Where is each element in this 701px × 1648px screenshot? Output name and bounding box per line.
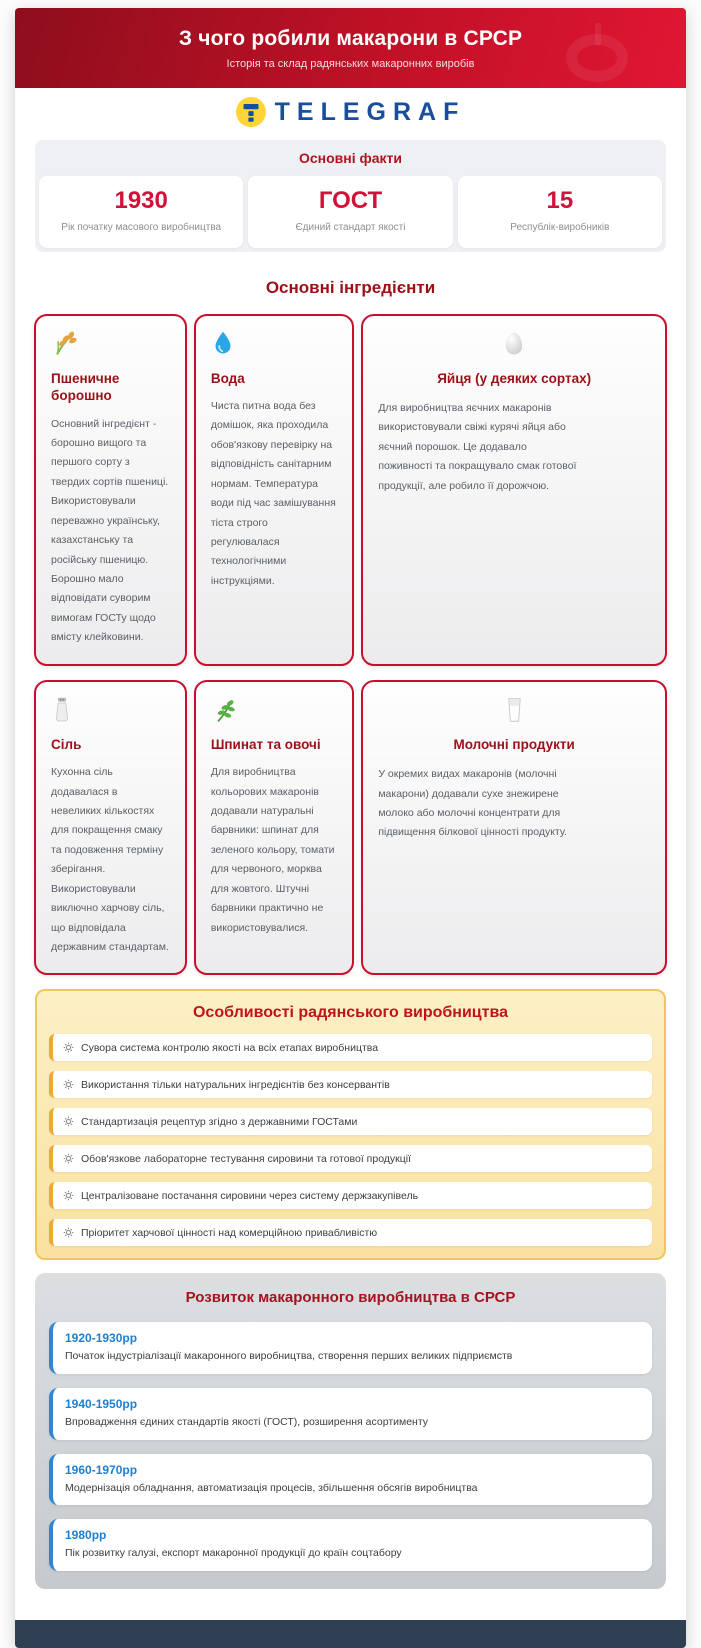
timeline-item [49,1519,652,1571]
ingredient-text: Кухонна сіль додавалася в невеликих кількостях для покращення смаку та подовження терміну зберігання. Використовували виключно харчову сіль, що відповідала державним стандартам. [51,766,169,953]
salt-shaker-icon [51,696,170,726]
water-drop-icon [211,330,337,360]
ingredient-card-flour [34,314,187,666]
egg-icon [378,330,650,360]
infographic-page [15,8,686,1648]
facts-heading: Основні факти [298,150,403,166]
stat-value: ГОСТ [318,187,383,214]
ingredient-title: Шпинат та овочі [210,736,321,752]
feature-text: Обов'язкове лабораторне тестування сировини та готової продукції [81,1152,412,1165]
feature-text: Використання тільки натуральних інгредієнтів без консервантів [81,1078,390,1091]
gear-icon [63,1116,74,1127]
stat-label: Республік-виробників [510,222,610,233]
ingredient-text: Чиста питна вода без домішок, яка проходила обов'язкову перевірку на відповідність санітарним нормам. Температура води під час замішування тіста строго регулювалася технологічними інструкціями. [210,400,336,587]
ingredient-text: Для виробництва кольорових макаронів додавали натуральні барвники: шпинат для зеленого кольору, томати для червоного, морква для жовтого. Штучні барвники практично не використовувалися. [210,766,335,934]
timeline-period: 1980рр [65,1528,107,1543]
header [15,8,686,88]
ingredient-title: Молочні продукти [453,736,575,752]
ingredient-card-spinach [194,680,354,976]
pasta-plate-watermark-icon [566,34,628,82]
timeline-section [35,1273,666,1589]
stat-label: Єдиний стандарт якості [295,222,406,233]
timeline-item [49,1388,652,1440]
ingredient-title: Пшеничне борошно [51,370,120,404]
page-subtitle: Історія та склад радянських макаронних виробів [226,57,475,70]
ingredient-text: Для виробництва яєчних макаронів використовували свіжі курячі яйця або яєчний порошок. Це додавало поживності та покращувало смак готової продукції, але робило її дорожчою. [378,402,577,492]
timeline-item [49,1454,652,1506]
feature-item [49,1034,652,1061]
timeline-item [49,1322,652,1374]
timeline-text: Пік розвитку галузі, експорт макаронної продукції до країн соцтабору [65,1547,402,1560]
stat-card [458,176,662,248]
brand-band [15,88,686,136]
features-heading: Особливості радянського виробництва [192,1004,508,1022]
ingredients-row-1 [34,314,667,666]
feature-item [49,1182,652,1209]
timeline-text: Початок індустріалізації макаронного виробництва, створення перших великих підприємств [65,1350,513,1363]
herb-icon [211,696,337,726]
timeline-text: Впровадження єдиних стандартів якості (ГОСТ), розширення асортименту [65,1416,429,1429]
ingredient-card-eggs [361,314,667,666]
feature-text: Сувора система контролю якості на всіх етапах виробництва [81,1041,379,1054]
gear-icon [63,1153,74,1164]
ingredient-title: Яйця (у деяких сортах) [437,370,592,386]
milk-glass-icon [378,696,650,726]
feature-item [49,1219,652,1246]
ingredients-heading: Основні інгредієнти [265,277,436,297]
ingredient-text: У окремих видах макаронів (молочні макарони) додавали сухе знежирене молоко або молочні концентрати для підвищення білкової цінності продукту. [378,768,567,839]
feature-text: Стандартизація рецептур згідно з державними ГОСТами [81,1115,358,1128]
stat-value: 15 [546,187,574,214]
gear-icon [63,1227,74,1238]
footer-bar [15,1620,686,1648]
feature-text: Пріоритет харчової цінності над комерційною привабливістю [81,1226,378,1239]
wheat-icon [51,330,170,360]
feature-item [49,1071,652,1098]
gear-icon [63,1190,74,1201]
stat-value: 1930 [114,187,168,214]
timeline-heading: Розвиток макаронного виробництва в СРСР [185,1289,516,1307]
stat-card [39,176,243,248]
feature-item [49,1145,652,1172]
facts-row [39,176,662,248]
ingredient-title: Сіль [51,736,82,752]
ingredient-card-water [194,314,354,666]
page-title: З чого робили макарони в СРСР [178,26,523,50]
gear-icon [63,1079,74,1090]
ingredient-card-salt [34,680,187,976]
ingredient-title: Вода [210,370,245,386]
gear-icon [63,1042,74,1053]
ingredient-text: Основний інгредієнт - борошно вищого та першого сорту з твердих сортів пшениці. Використовували переважно українську, казахстанську та російську пшеницю. Борошно мало відповідати суворим вимогам ГОСТу щодо вмісту клейковини. [51,417,169,644]
stat-label: Рік початку масового виробництва [61,222,222,233]
facts-section [35,140,666,252]
ingredients-row-2 [34,680,667,976]
timeline-text: Модернізація обладнання, автоматизація процесів, збільшення обсягів виробництва [65,1481,478,1494]
stat-card [248,176,452,248]
brand-wordmark: TELEGRAF [274,97,466,126]
timeline-period: 1940-1950рр [65,1397,138,1412]
features-section [35,989,666,1260]
feature-text: Централізоване постачання сировини через систему держзакупівель [81,1189,419,1202]
telegraf-logo-icon [236,97,266,127]
timeline-period: 1920-1930рр [65,1331,138,1346]
feature-item [49,1108,652,1135]
ingredient-card-dairy [361,680,667,976]
timeline-period: 1960-1970рр [65,1462,138,1477]
